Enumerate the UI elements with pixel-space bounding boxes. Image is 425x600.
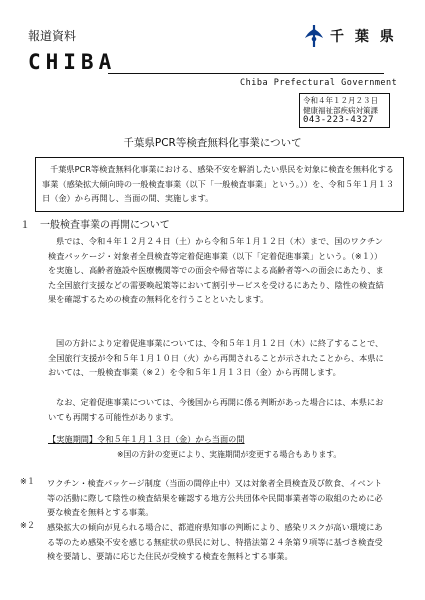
- footnote-text-1: ワクチン・検査パッケージ制度（当面の間停止中）又は対象者全員検査及び飲食、イベント等の活動に際して陰性の検査結果を確認する地方公共団体や民間事業者等の取組のために必要な検査を無料とする事業。: [47, 478, 383, 518]
- paragraph-1: 県では、令和４年１２月２４日（土）から令和５年１月１２日（木）まで、国のワクチン検査パッケージ・対象者全員検査等定着促進事業（以下「定着促進事業」という。（※１））を実施し、高齢者施設や医療機関等での面会や帰省等による高齢者等への面会にあたり、また全国旅行支援などの需要喚起策等において割引サービスを受けるにあたり、陰性の検査結果を確認するための検査の無料化を行うことといたします。: [48, 236, 384, 305]
- summary-box: [35, 157, 404, 212]
- paragraph-2: 国の方針により定着促進事業については、令和５年１月１２日（木）に終了することで、全国旅行支援が令和５年１月１０日（火）から再開されることが示されたことから、本県においては、一般検査事業（※２）を令和５年１月１３日（金）から再開します。: [48, 338, 384, 378]
- phone-number: 043-223-4327: [303, 115, 375, 125]
- period-note: ※国の方針の変更により、実施期間が変更する場合もあります。: [117, 450, 342, 459]
- release-label: 報道資料: [28, 29, 77, 43]
- document-title: 千葉県PCR等検査無料化事業について: [123, 137, 302, 149]
- period-label: 【実施期間】令和５年１月１３日（金）から当面の間: [48, 434, 245, 444]
- prefecture-name: 千 葉 県: [330, 29, 397, 45]
- footnote-mark-2: ※２: [20, 520, 36, 530]
- footnote-mark-1: ※１: [20, 476, 36, 486]
- release-date: 令和４年１２月２３日: [303, 96, 378, 105]
- department-name: 健康福祉部疾病対策課: [303, 105, 378, 115]
- release-info-box: [299, 93, 390, 128]
- header-divider: [108, 73, 384, 74]
- government-name-english: Chiba Prefectural Government: [240, 78, 398, 88]
- paragraph-3: なお、定着促進事業については、今後国から再開に係る判断があった場合には、本県においても再開する可能性があります。: [48, 397, 384, 422]
- section-heading: １ 一般検査事業の再開について: [20, 220, 170, 231]
- chiba-logo: CHIBA: [28, 50, 117, 74]
- summary-text: 千葉県PCR等検査無料化事業における、感染不安を解消したい県民を対象に検査を無料化する事業（感染拡大傾向時の一般検査事業（以下「一般検査事業」という。））を、令和５年１月１３日（金）から再開し、当面の間、実施します。: [42, 164, 395, 203]
- chiba-prefecture-emblem-icon: [303, 24, 325, 48]
- footnote-text-2: 感染拡大の傾向が見られる場合に、都道府県知事の判断により、感染リスクが高い環境にある等のため感染不安を感じる無症状の県民に対し、特措法第２４条第９項等に基づき検査受検を要請し、要請に応じた住民が受検する検査を無料とする事業。: [47, 522, 383, 562]
